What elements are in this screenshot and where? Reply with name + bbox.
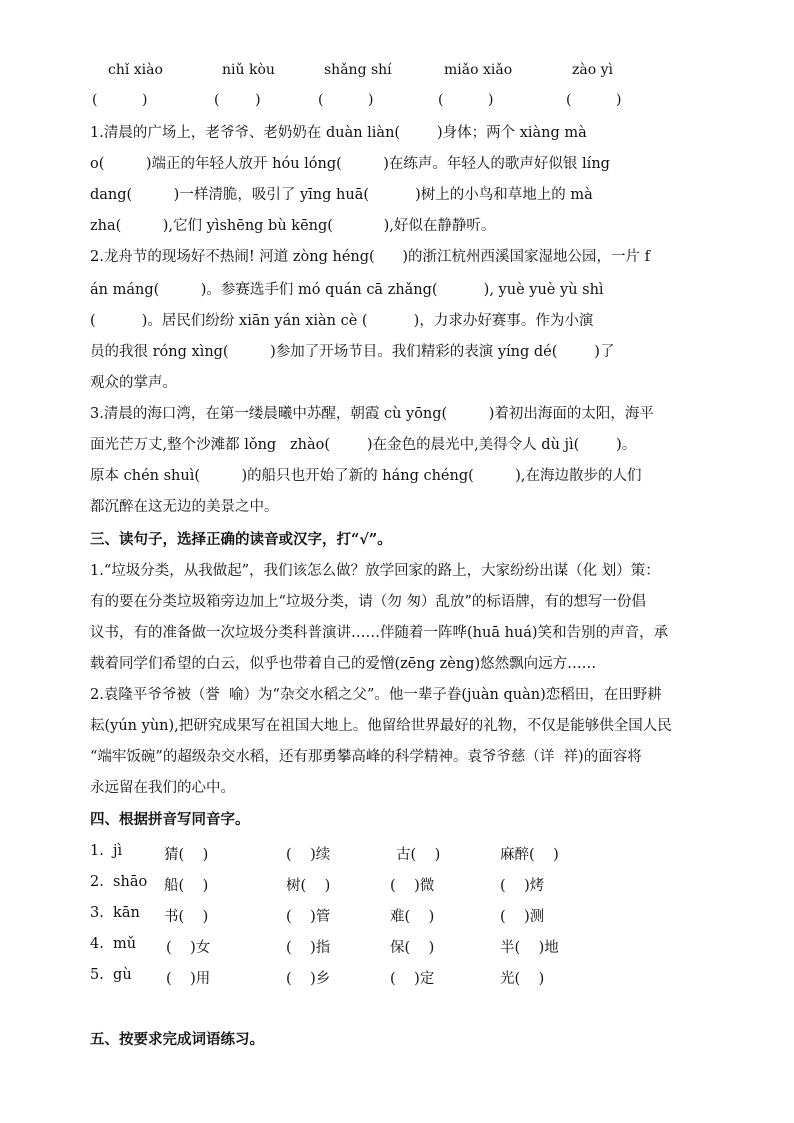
pinyin-item: shǎng shí (324, 62, 392, 78)
text-line: 2.龙舟节的现场好不热闹! 河道 zòng héng( )的浙江杭州西溪国家湿地公园，一片 f (90, 249, 650, 265)
fill-item[interactable]: ( )烤 (500, 878, 545, 894)
fill-item[interactable]: ( )测 (500, 909, 545, 925)
answer-blank[interactable]: ( ) (438, 92, 494, 108)
text-line: 1.清晨的广场上，老爷爷、老奶奶在 duàn liàn( )身体；两个 xiàng mà (90, 125, 587, 141)
section-heading: 三、读句子，选择正确的读音或汉字，打“√”。 (90, 531, 392, 548)
fill-item[interactable]: 古( ) (396, 847, 441, 863)
fill-item[interactable]: ( )指 (286, 940, 331, 956)
text-line: “端牢饭碗”的超级杂交水稻，还有那勇攀高峰的科学精神。袁爷爷慈（详 祥)的面容将 (90, 749, 642, 765)
text-line: 耘(yún yùn),把研究成果写在祖国大地上。他留给世界最好的礼物，不仅是能够供全国人民 (90, 718, 672, 734)
fill-item[interactable]: ( )定 (390, 971, 435, 987)
fill-item[interactable]: ( )乡 (286, 971, 331, 987)
text-line: 1.“垃圾分类，从我做起”，我们该怎么做？放学回家的路上，大家纷纷出谋（化 划）策： (90, 563, 660, 579)
pinyin-label: 1. jì (90, 843, 123, 859)
pinyin-item: niǔ kòu (222, 62, 275, 78)
text-line: ( )。居民们纷纷 xiān yán xiàn cè ( )，力求办好赛事。作为小演 (90, 313, 594, 329)
section-heading: 四、根据拼音写同音字。 (90, 811, 250, 828)
fill-item[interactable]: 保( ) (390, 940, 435, 956)
homophone-row (90, 905, 710, 925)
pinyin-item: zào yì (572, 62, 613, 78)
text-line: 员的我很 róng xìng( )参加了开场节目。我们精彩的表演 yíng dé( )了 (90, 344, 615, 360)
fill-item[interactable]: 船( ) (164, 878, 209, 894)
fill-item[interactable]: 树( ) (286, 878, 331, 894)
fill-item[interactable]: 光( ) (500, 971, 545, 987)
fill-item[interactable]: ( )管 (286, 909, 331, 925)
text-line: 观众的掌声。 (90, 375, 177, 391)
fill-item[interactable]: ( )女 (166, 940, 211, 956)
pinyin-label: 2. shāo (90, 874, 148, 890)
fill-item[interactable]: 书( ) (164, 909, 209, 925)
fill-item[interactable]: ( )微 (390, 878, 435, 894)
answer-blank-row (0, 92, 794, 112)
homophone-row (90, 843, 710, 863)
text-line: án máng( )。参赛选手们 mó quán cā zhǎng( ), yuè yuè yù shì (90, 282, 604, 298)
homophone-row (90, 874, 710, 894)
fill-item[interactable]: ( )用 (166, 971, 211, 987)
pinyin-item: chǐ xiào (108, 62, 163, 78)
text-line: 3.清晨的海口湾，在第一缕晨曦中苏醒，朝霞 cù yōng( )着初出海面的太阳，海平 (90, 406, 654, 422)
answer-blank[interactable]: ( ) (318, 92, 374, 108)
text-line: 都沉醉在这无边的美景之中。 (90, 499, 279, 515)
text-line: 永远留在我们的心中。 (90, 780, 235, 796)
text-line: dang( )一样清脆，吸引了 yīng huā( )树上的小鸟和草地上的 mà (90, 187, 593, 203)
answer-blank[interactable]: ( ) (214, 92, 261, 108)
text-line: zha( ),它们 yìshēng bù kēng( ),好似在静静听。 (90, 218, 496, 234)
pinyin-label: 4. mǔ (90, 936, 137, 952)
pinyin-label: 5. gù (90, 967, 132, 983)
answer-blank[interactable]: ( ) (92, 92, 148, 108)
text-line: o( )端正的年轻人放开 hóu lóng( )在练声。年轻人的歌声好似银 líng (90, 156, 610, 172)
pinyin-row (0, 62, 794, 82)
homophone-row (90, 936, 710, 956)
pinyin-item: miǎo xiǎo (444, 62, 513, 78)
text-line: 面光芒万丈,整个沙滩都 lǒng zhào( )在金色的晨光中,美得令人 dù jì( )。 (90, 437, 637, 453)
pinyin-label: 3. kān (90, 905, 140, 921)
fill-item[interactable]: ( )续 (286, 847, 331, 863)
homophone-row (90, 967, 710, 987)
answer-blank[interactable]: ( ) (566, 92, 622, 108)
text-line: 2.袁隆平爷爷被（誉 喻）为“杂交水稻之父”。他一辈子眷(juàn quàn)恋稻田，在田野耕 (90, 687, 662, 703)
section-heading: 五、按要求完成词语练习。 (90, 1031, 264, 1048)
text-line: 议书，有的准备做一次垃圾分类科普演讲……伴随着一阵哗(huā huá)笑和告别的声音，承 (90, 625, 669, 641)
fill-item[interactable]: 麻醉( ) (500, 847, 559, 863)
text-line: 原本 chén shuì( )的船只也开始了新的 háng chéng( ),在海边散步的人们 (90, 468, 642, 484)
fill-item[interactable]: 难( ) (390, 909, 435, 925)
fill-item[interactable]: 半( )地 (500, 940, 559, 956)
text-line: 载着同学们希望的白云，似乎也带着自己的爱憎(zēng zèng)悠然飘向远方…… (90, 656, 597, 672)
text-line: 有的要在分类垃圾箱旁边加上“垃圾分类，请（勿 匆）乱放”的标语牌，有的想写一份倡 (90, 594, 646, 610)
fill-item[interactable]: 猜( ) (164, 847, 209, 863)
